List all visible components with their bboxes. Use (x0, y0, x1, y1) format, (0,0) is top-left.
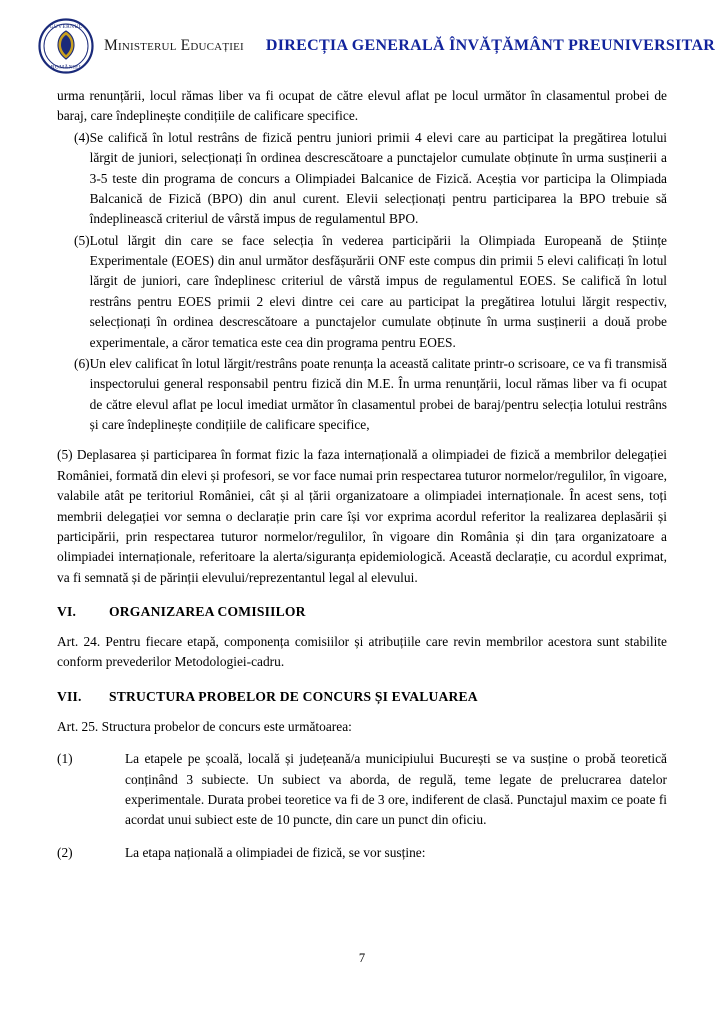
document-header (0, 0, 724, 78)
department-name: DIRECȚIA GENERALĂ ÎNVĂȚĂMÂNT PREUNIVERSITAR (265, 37, 716, 54)
numbered-paragraph-1 (57, 749, 667, 831)
list-item (57, 354, 667, 436)
svg-text:GUVERNUL: GUVERNUL (49, 24, 83, 30)
section-title: ORGANIZAREA COMISIILOR (109, 604, 306, 619)
section-number: VII. (57, 688, 82, 704)
numbered-paragraph-label: (2) (57, 844, 73, 860)
numbered-paragraph-text: La etapa națională a olimpiadei de fizică, se vor susține: (125, 844, 426, 860)
list-item-marker: (4) (74, 129, 90, 145)
romanian-coat-of-arms-icon (38, 18, 94, 74)
list-item-text: Un elev calificat în lotul lărgit/restrâns poate renunța la această calitate printr-o scrisoare, ce va fi transmisă inspectorului general responsabil pentru fizică din M.E. În urma renunțării, locul rămas liber va fi ocupat de către elevul aflat pe locul imediat următor în clasamentul probei de baraj/pentru selecția lotului restrâns și care îndeplinește condițiile de calificare specifice, (89, 355, 667, 432)
numbered-paragraph-text: La etapele pe școală, locală și județeană/a municipiului București se va susține o probă teoretică conținând 3 subiecte. Un subiect va aborda, de regulă, teme legate de prelucrarea datelor experimentale. Durata probei teoretice va fi de 3 ore, indiferent de clasă. Punctajul maxim ce poate fi acordat unui subiect este de 10 puncte, din care un punct din oficiu. (125, 751, 667, 828)
section-number: VI. (57, 604, 77, 619)
continued-paragraph: urma renunțării, locul rămas liber va fi ocupat de către elevul aflat pe locul următor în clasamentul probei de baraj, care îndeplinește condițiile de calificare specifice. (57, 88, 667, 124)
paragraph-5: (5) Deplasarea și participarea în format fizic la faza internațională a olimpiadei de fizică a membrilor delegației României, formată din elevi și profesori, se vor face numai prin respectarea tuturor normelor/regulilor, în vigoare, valabile atât pe teritoriul României, cât și al țării organizatoare a olimpiadei internaționale. În acest sens, toți membrii delegației vor semna o declarație prin care își vor exprima acordul referitor la realizarea deplasării și participării, prin respectarea tuturor normelor/regulilor, în vigoare din România și din țara organizatoare a olimpiadei internaționale, referitoare la alerta/siguranța epidemiologică. Această declarație, cu acordul exprimat, va fi semnată și de părinții elevului/reprezentantul legal al elevului. (57, 447, 667, 585)
list-item (57, 231, 667, 353)
list-item (57, 128, 667, 230)
svg-text:ROMÂNIEI: ROMÂNIEI (50, 64, 82, 71)
numbered-paragraph-label: (1) (57, 751, 73, 767)
section-title: STRUCTURA PROBELOR DE CONCURS ȘI EVALUAREA (109, 688, 478, 704)
ministry-name: Ministerul Educației (104, 37, 244, 54)
page-number: 7 (358, 951, 366, 965)
document-body (0, 86, 724, 863)
numbered-paragraph-2 (57, 843, 667, 863)
list-item-text: Se califică în lotul restrâns de fizică pentru juniori primii 4 elevi care au participat la pregătirea lotului lărgit de juniori, selecționați în ordinea descrescătoare a punctajelor cumulate obținute în urma susținerii a 3-5 teste din programa de concurs a Olimpiadei Balcanice de Fizică. Aceștia vor participa la Olimpiada Balcanică de Fizică (BPO) din anul curent. Elevii selecționați pentru participarea la BPO trebuie să îndeplinească criteriul de vârstă impus de regulamentul BPO. (89, 129, 667, 227)
article-25: Art. 25. Structura probelor de concurs este următoarea: (57, 718, 352, 734)
article-24: Art. 24. Pentru fiecare etapă, componența comisiilor și atribuțiile care revin membrilor acestora sunt stabilite conform prevederilor Metodologiei-cadru. (57, 634, 667, 670)
list-item-text: Lotul lărgit din care se face selecția în vederea participării la Olimpiada Europeană de Științe Experimentale (EOES) din anul următor desfășurării ONF este compus din primii 5 elevi calificați în lotul lărgit de juniori, care îndeplinesc criteriul de vârstă impus de regulamentul EOES. Se califică în lotul restrâns pentru EOES primii 2 elevi dintre cei care au participat la pregătirea lotului lărgit respectiv, selecționați în ordinea descrescătoare a punctajelor cumulate obținute în urma susținerii a două probe experimentale, a căror tematica este cea din programa pentru EOES. (89, 232, 667, 350)
section-heading-vii (57, 689, 667, 705)
section-heading-vi (57, 604, 667, 620)
list-item-marker: (5) (74, 232, 90, 248)
list-item-marker: (6) (74, 355, 90, 371)
